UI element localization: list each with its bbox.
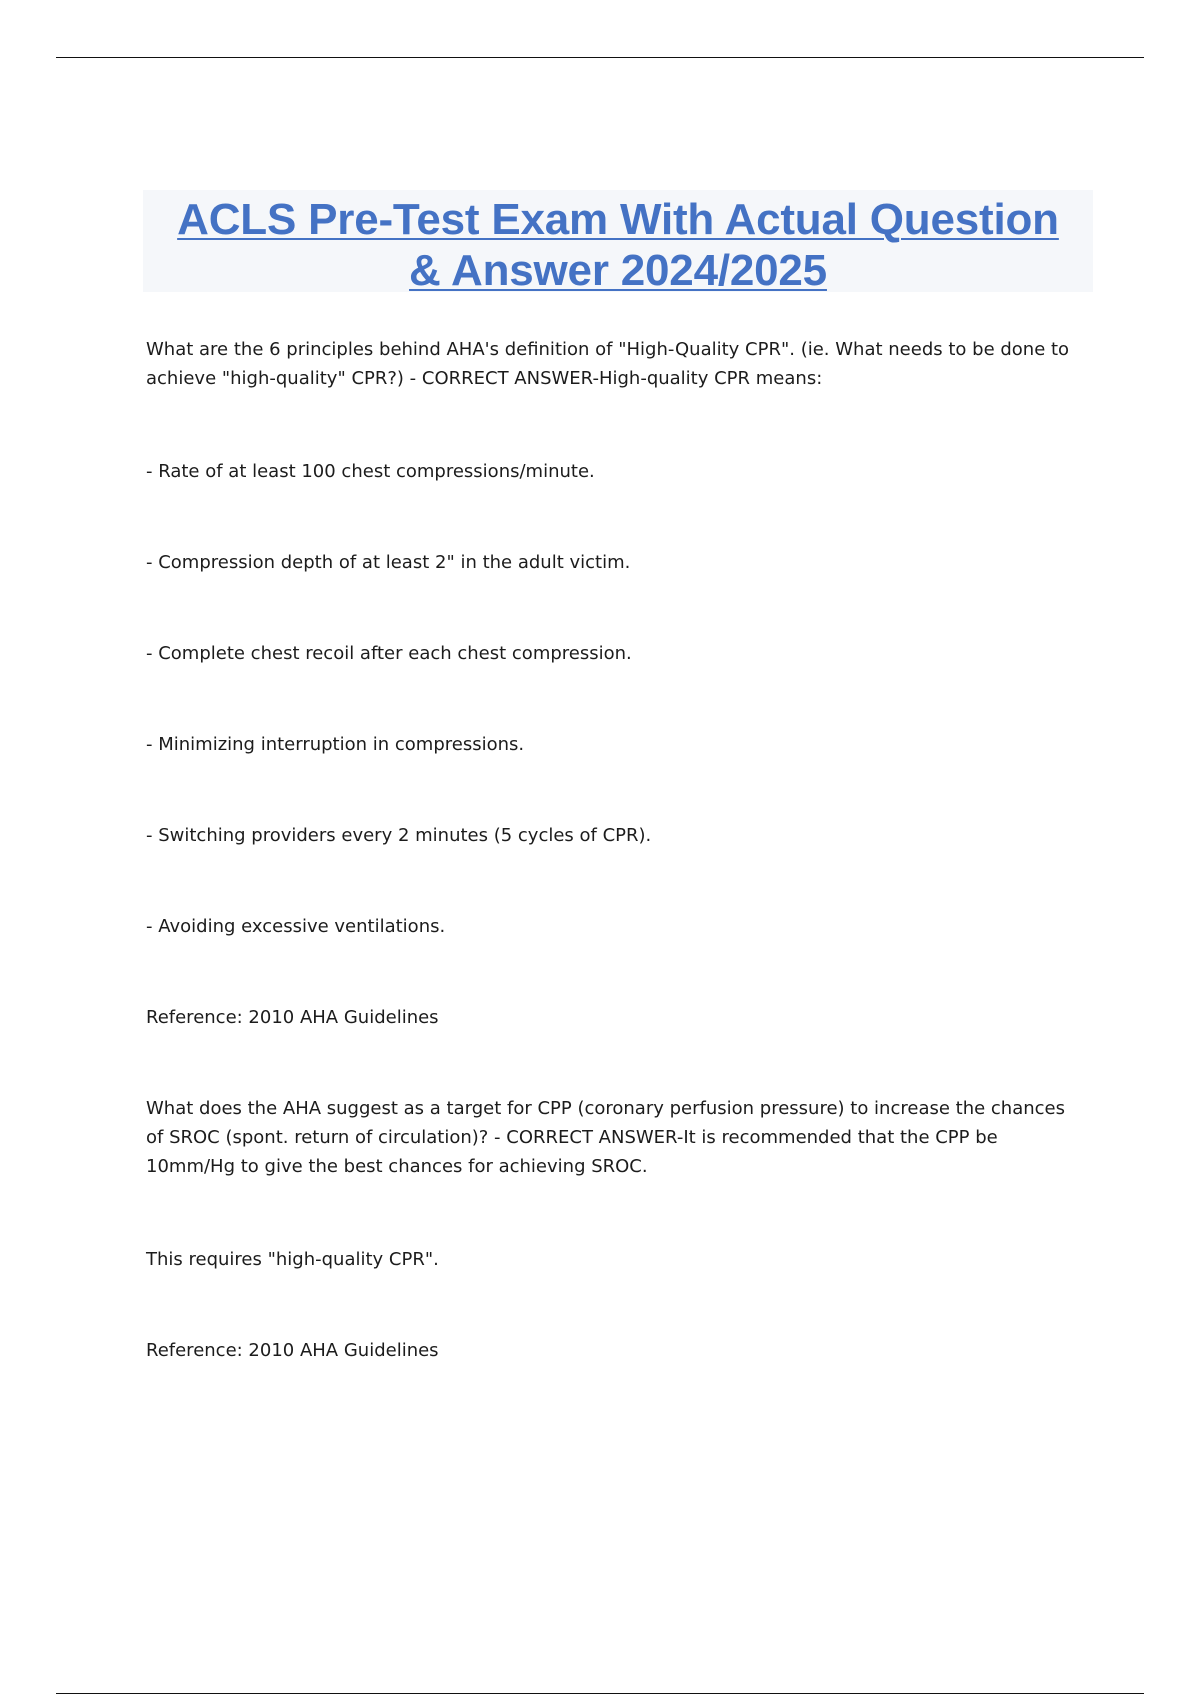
document-title (143, 190, 1093, 296)
answer-item-depth: - Compression depth of at least 2" in the adult victim. (146, 552, 631, 573)
answer-item-interruption: - Minimizing interruption in compressions. (146, 734, 525, 755)
title-line-1: ACLS Pre-Test Exam With Actual Question (177, 195, 1059, 244)
question-2-text: What does the AHA suggest as a target for CPP (coronary perfusion pressure) to increase the chances of SROC (spont. return of circulation)? - CORRECT ANSWER-It is recommended that the CPP be 10mm/Hg to give the best chances for achieving SROC. (146, 1098, 1066, 1177)
answer-2-note: This requires "high-quality CPR". (146, 1249, 439, 1270)
answer-item-ventilation: - Avoiding excessive ventilations. (146, 916, 446, 937)
header-rule (56, 57, 1144, 58)
reference-1: Reference: 2010 AHA Guidelines (146, 1007, 439, 1028)
footer-rule (56, 1693, 1144, 1694)
title-banner (143, 190, 1093, 295)
question-1-text: What are the 6 principles behind AHA's definition of "High-Quality CPR". (ie. What needs to be done to achieve "high-quality" CPR?) - CORRECT ANSWER-High-quality CPR means: (146, 339, 1070, 389)
answer-item-rate: - Rate of at least 100 chest compressions/minute. (146, 461, 595, 482)
answer-item-switching: - Switching providers every 2 minutes (5 cycles of CPR). (146, 825, 652, 846)
answer-item-recoil: - Complete chest recoil after each chest compression. (146, 643, 632, 664)
title-line-2: & Answer 2024/2025 (409, 246, 827, 295)
reference-2: Reference: 2010 AHA Guidelines (146, 1340, 439, 1361)
